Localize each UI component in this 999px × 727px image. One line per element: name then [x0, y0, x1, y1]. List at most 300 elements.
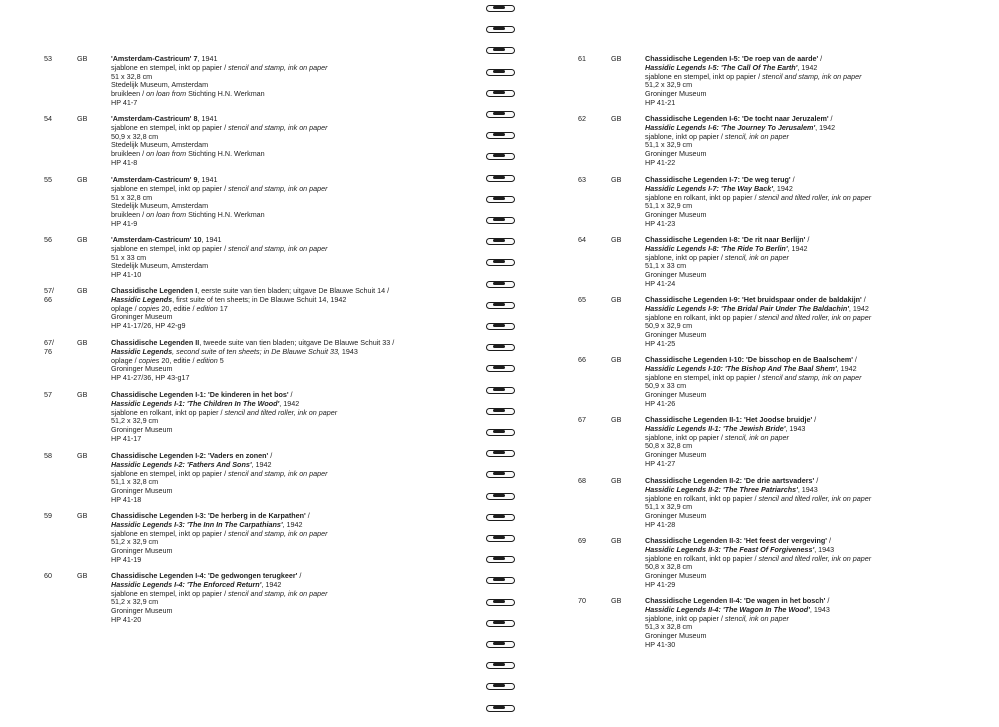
entry-detail-part: 51,2 x 32,9 cm [111, 597, 159, 607]
entry-detail-line [645, 331, 955, 340]
entry-detail-line [645, 340, 955, 349]
entry-detail-line [111, 90, 421, 99]
entry-text [111, 339, 421, 383]
catalog-number: 57 [44, 390, 52, 399]
entry-detail-part: Groninger Museum [645, 149, 707, 158]
entry-detail-part: 51,2 x 32,9 cm [111, 537, 159, 547]
entry-detail-part: Groninger Museum [111, 364, 173, 374]
entry-detail-line [111, 487, 421, 496]
entry-detail-part: copies [138, 355, 160, 365]
entry-detail-line [111, 245, 421, 254]
entry-detail-part: Hassidic Legends I-4: 'The Enforced Return' [111, 579, 262, 589]
entry-title: Chassidische Legenden I-10: 'De bisschop en de Baalschem' [645, 355, 853, 364]
binding-coil [484, 492, 516, 500]
entry-detail-part: Groninger Museum [645, 330, 707, 339]
entry-detail-part: sjablone, inkt op papier / [645, 131, 725, 141]
entry-text [645, 115, 955, 168]
entry-detail-part: HP 41-21 [645, 97, 676, 107]
binding-coil [484, 682, 516, 690]
entry-detail-part: sjablone, inkt op papier / [645, 613, 725, 623]
entry-detail-line [645, 400, 955, 409]
entry-detail-line [645, 271, 955, 280]
entry-detail-part: stencil and stamp, ink on paper [762, 71, 862, 81]
technique-code: GB [77, 571, 88, 580]
entry-detail-part: Hassidic Legends II-2: 'The Three Patriarchs' [645, 484, 798, 494]
entry-detail-line [111, 150, 421, 159]
entry-detail-line [111, 262, 421, 271]
entry-detail-part: stencil, ink on paper [724, 613, 789, 623]
entry-detail-part: , 1943 [814, 544, 835, 554]
entry-detail-part: Hassidic Legends [111, 346, 173, 356]
punch-hole [493, 600, 505, 603]
entry-detail-part: Stedelijk Museum, Amsterdam [111, 201, 209, 211]
entry-title-rest: , eerste suite van tien bladen; uitgave De Blauwe Schuit 14 / [197, 286, 390, 295]
entry-detail-part: sjablone, inkt op papier / [645, 432, 725, 442]
binding-coil [484, 343, 516, 351]
entry-detail-part: stencil and stamp, ink on paper [228, 62, 328, 72]
entry-text [111, 176, 421, 229]
entry-detail-part: HP 41-20 [111, 614, 142, 624]
punch-hole [493, 6, 505, 9]
entry-detail-part: 51,2 x 32,9 cm [645, 80, 693, 90]
catalog-number: 67 [578, 415, 586, 424]
entry-text [111, 236, 421, 280]
technique-code: GB [611, 476, 622, 485]
entry-detail-part: sjablone, inkt op papier / [645, 252, 725, 262]
entry-detail-part: , first suite of ten sheets; in De Blauwe Schuit 14, 1942 [172, 294, 347, 304]
entry-title-rest: / [790, 175, 795, 184]
catalog-number: 64 [578, 235, 586, 244]
entry-detail-part: 50,8 x 32,8 cm [645, 441, 693, 451]
punch-hole [493, 451, 505, 454]
punch-hole [493, 663, 505, 666]
catalog-number: 61 [578, 54, 586, 63]
entry-detail-part: Groninger Museum [645, 390, 707, 399]
punch-hole [493, 197, 505, 200]
technique-code: GB [77, 175, 88, 184]
binding-coil [484, 68, 516, 76]
entry-detail-part: Hassidic Legends I-6: 'The Journey To Jerusalem' [645, 122, 816, 132]
entry-detail-part: Groninger Museum [645, 511, 707, 520]
entry-title: Chassidische Legenden I-8: 'De rit naar Berlijn' [645, 235, 806, 244]
entry-text [645, 356, 955, 409]
entry-title: Chassidische Legenden I-5: 'De roep van de aarde' [645, 54, 819, 63]
entry-detail-part: Hassidic Legends II-4: 'The Wagon In The Wood' [645, 604, 810, 614]
entry-detail-part: Groninger Museum [111, 546, 173, 555]
entry-detail-part: HP 41-8 [111, 157, 138, 167]
catalog-number: 62 [578, 114, 586, 123]
entry-detail-line [111, 322, 421, 331]
technique-code: GB [611, 415, 622, 424]
entry-detail-part: Stichting H.N. Werkman [186, 89, 265, 98]
binding-coil [484, 449, 516, 457]
binding-coil [484, 322, 516, 330]
entry-detail-part: 51 x 32,8 cm [111, 192, 153, 202]
entry-title-rest: / [268, 451, 273, 460]
punch-hole [493, 642, 505, 645]
punch-hole [493, 684, 505, 687]
entry-detail-part: 50,9 x 32,9 cm [645, 321, 693, 331]
entry-detail-part: , 1942 [797, 62, 818, 72]
entry-title: Chassidische Legenden II-3: 'Het feest der vergeving' [645, 536, 827, 545]
entry-detail-part: sjablone en stempel, inkt op papier / [645, 372, 763, 382]
entry-detail-part: HP 41-25 [645, 338, 676, 348]
entry-detail-part: 1943 [339, 346, 358, 356]
entry-text [645, 176, 955, 229]
entry-text [645, 537, 955, 590]
entry-detail-part: 51,1 x 32,9 cm [645, 140, 693, 150]
entry-detail-part: HP 41-22 [645, 157, 676, 167]
entry-title: 'Amsterdam-Castricum' 7 [111, 54, 198, 63]
entry-title: Chassidische Legenden I-7: 'De weg terug' [645, 175, 791, 184]
entry-title-rest: , 1941 [197, 54, 218, 63]
entry-detail-part: 51 x 33 cm [111, 252, 147, 262]
binding-coil [484, 704, 516, 712]
entry-detail-part: HP 41-9 [111, 218, 138, 228]
punch-hole [493, 472, 505, 475]
entry-title: 'Amsterdam-Castricum' 9 [111, 175, 198, 184]
entry-detail-part: stencil and stamp, ink on paper [228, 468, 328, 478]
entry-detail-part: HP 41-28 [645, 519, 676, 529]
entry-text [111, 512, 421, 565]
binding-coil [484, 513, 516, 521]
entry-detail-part: on loan from [146, 89, 187, 98]
entry-detail-line [645, 451, 955, 460]
entry-detail-part: , 1942 [261, 579, 282, 589]
binding-coil [484, 89, 516, 97]
spiral-binding [484, 0, 516, 727]
entry-detail-part: Hassidic Legends I-3: 'The Inn In The Carpathians' [111, 519, 283, 529]
entry-detail-line [645, 572, 955, 581]
entry-text [645, 416, 955, 469]
entry-detail-part: Hassidic Legends I-8: 'The Ride To Berlin' [645, 243, 788, 253]
punch-hole [493, 27, 505, 30]
entry-title-rest: / [818, 54, 823, 63]
binding-coil [484, 364, 516, 372]
entry-detail-part: sjablone en stempel, inkt op papier / [645, 71, 763, 81]
binding-coil [484, 280, 516, 288]
entry-title: Chassidische Legenden I-9: 'Het bruidspaar onder de baldakijn' [645, 295, 862, 304]
technique-code: GB [77, 451, 88, 460]
entry-detail-line [645, 150, 955, 159]
entry-detail-line [111, 616, 421, 625]
binding-coil [484, 174, 516, 182]
punch-hole [493, 70, 505, 73]
catalog-number: 65 [578, 295, 586, 304]
entry-detail-part: stencil and stamp, ink on paper [762, 372, 862, 382]
binding-coil [484, 619, 516, 627]
entry-detail-line [111, 426, 421, 435]
entry-detail-part: sjablone en stempel, inkt op papier / [111, 588, 229, 598]
entry-title-rest: / [826, 536, 831, 545]
entry-detail-part: Groninger Museum [645, 450, 707, 459]
entry-detail-line [645, 581, 955, 590]
binding-coil [484, 534, 516, 542]
entry-detail-part: 51,1 x 32,9 cm [645, 201, 693, 211]
entry-detail-part: sjablone en rolkant, inkt op papier / [645, 493, 759, 503]
entry-detail-part: , 1942 [282, 519, 303, 529]
entry-detail-part: stencil and tilted roller, ink on paper [758, 553, 872, 563]
entry-text [111, 452, 421, 505]
entry-detail-part: sjablone en rolkant, inkt op papier / [645, 192, 759, 202]
binding-coil [484, 386, 516, 394]
entry-title: 'Amsterdam-Castricum' 8 [111, 114, 198, 123]
punch-hole [493, 324, 505, 327]
entry-detail-part: 51 x 32,8 cm [111, 71, 153, 81]
catalog-number: 66 [578, 355, 586, 364]
punch-hole [493, 366, 505, 369]
entry-detail-part: , 1942 [772, 183, 793, 193]
entry-detail-line [645, 280, 955, 289]
entry-detail-part: on loan from [146, 210, 187, 219]
entry-title-rest: / [825, 596, 830, 605]
entry-detail-part: bruikleen / [111, 89, 147, 98]
punch-hole [493, 91, 505, 94]
entry-detail-part: sjablone en stempel, inkt op papier / [111, 122, 229, 132]
binding-coil [484, 576, 516, 584]
entry-detail-line [645, 211, 955, 220]
entry-detail-part: Groninger Museum [645, 631, 707, 640]
catalog-number: 57/ 66 [44, 286, 54, 304]
entry-detail-part: 17 [217, 303, 228, 313]
entry-title-rest: / [305, 511, 310, 520]
binding-coil [484, 237, 516, 245]
binding-coil [484, 25, 516, 33]
entry-detail-part: oplage / [111, 303, 139, 313]
entry-title: Chassidische Legenden I-3: 'De herberg in de Karpathen' [111, 511, 306, 520]
binding-coil [484, 152, 516, 160]
binding-coil [484, 407, 516, 415]
entry-detail-part: Groninger Museum [645, 270, 707, 279]
catalog-number: 59 [44, 511, 52, 520]
punch-hole [493, 621, 505, 624]
technique-code: GB [77, 511, 88, 520]
entry-text [111, 391, 421, 444]
entry-detail-part: stencil and stamp, ink on paper [228, 528, 328, 538]
punch-hole [493, 239, 505, 242]
entry-detail-part: Groninger Museum [111, 425, 173, 434]
entry-text [645, 477, 955, 530]
entry-title-rest: / [805, 235, 810, 244]
catalog-number: 58 [44, 451, 52, 460]
binding-coil [484, 131, 516, 139]
entry-detail-part: Stedelijk Museum, Amsterdam [111, 261, 209, 271]
catalog-number: 67/ 76 [44, 338, 54, 356]
entry-detail-line [645, 460, 955, 469]
entry-detail-line [111, 220, 421, 229]
technique-code: GB [77, 390, 88, 399]
entry-detail-part: Groninger Museum [111, 312, 173, 322]
entry-detail-part: stencil and stamp, ink on paper [228, 243, 328, 253]
entry-detail-line [645, 374, 955, 383]
entry-detail-part: HP 41-27 [645, 458, 676, 468]
technique-code: GB [611, 175, 622, 184]
entry-detail-part: Hassidic Legends I-1: 'The Children In The Wood' [111, 398, 280, 408]
entry-detail-part: HP 41-17/26, HP 42-g9 [111, 321, 186, 330]
entry-title: Chassidische Legenden II-1: 'Het Joodse bruidje' [645, 415, 813, 424]
punch-hole [493, 345, 505, 348]
entry-detail-part: sjablone en stempel, inkt op papier / [111, 468, 229, 478]
entry-title: Chassidische Legenden II-4: 'De wagen in het bosch' [645, 596, 826, 605]
entry-detail-line [645, 391, 955, 400]
entry-text [111, 572, 421, 625]
punch-hole [493, 112, 505, 115]
entry-detail-part: sjablone en stempel, inkt op papier / [111, 528, 229, 538]
entry-detail-part: stencil, ink on paper [724, 432, 789, 442]
catalog-number: 60 [44, 571, 52, 580]
entry-detail-part: edition [196, 355, 218, 365]
entry-detail-part: 51,1 x 33 cm [645, 261, 687, 271]
punch-hole [493, 260, 505, 263]
entry-detail-line [645, 99, 955, 108]
entry-detail-part: sjablone en rolkant, inkt op papier / [111, 407, 225, 417]
entry-detail-part: HP 41-23 [645, 218, 676, 228]
technique-code: GB [611, 114, 622, 123]
entry-detail-line [111, 185, 421, 194]
technique-code: GB [611, 355, 622, 364]
binding-coil [484, 640, 516, 648]
entry-text [645, 55, 955, 108]
entry-detail-line [645, 220, 955, 229]
technique-code: GB [611, 596, 622, 605]
entry-title: Chassidische Legenden I-4: 'De gedwongen terugkeer' [111, 571, 298, 580]
entry-detail-part: , 1943 [797, 484, 818, 494]
entry-text [645, 296, 955, 349]
entry-detail-part: , 1942 [815, 122, 836, 132]
technique-code: GB [611, 235, 622, 244]
entry-detail-part: , 1942 [251, 459, 272, 469]
technique-code: GB [77, 286, 88, 295]
entry-detail-part: , 1943 [785, 423, 806, 433]
entry-text [111, 55, 421, 108]
entry-title-rest: , tweede suite van tien bladen; uitgave De Blauwe Schuit 33 / [199, 338, 395, 347]
binding-coil [484, 195, 516, 203]
entry-detail-part: HP 41-29 [645, 579, 676, 589]
technique-code: GB [611, 54, 622, 63]
entry-detail-part: 51,1 x 32,8 cm [111, 477, 159, 487]
entry-text [645, 597, 955, 650]
entry-detail-part: Hassidic Legends [111, 294, 173, 304]
entry-detail-part: edition [196, 303, 218, 313]
binding-coil [484, 216, 516, 224]
catalog-number: 69 [578, 536, 586, 545]
punch-hole [493, 176, 505, 179]
entry-detail-part: Hassidic Legends I-5: 'The Call Of The Earth' [645, 62, 798, 72]
entry-detail-part: Hassidic Legends I-10: 'The Bishop And The Baal Shem' [645, 363, 837, 373]
binding-coil [484, 598, 516, 606]
entry-detail-line [645, 90, 955, 99]
entry-title-rest: / [288, 390, 293, 399]
punch-hole [493, 303, 505, 306]
punch-hole [493, 430, 505, 433]
entry-detail-part: Groninger Museum [645, 89, 707, 98]
entry-detail-part: , 1942 [848, 303, 869, 313]
punch-hole [493, 536, 505, 539]
entry-title: Chassidische Legenden I-6: 'De tocht naar Jeruzalem' [645, 114, 829, 123]
technique-code: GB [77, 338, 88, 347]
entry-detail-part: stencil, ink on paper [724, 131, 789, 141]
entry-detail-line [111, 435, 421, 444]
entry-detail-part: sjablone en stempel, inkt op papier / [111, 62, 229, 72]
binding-coil [484, 4, 516, 12]
binding-coil [484, 301, 516, 309]
entry-title-rest: , 1941 [201, 235, 222, 244]
punch-hole [493, 282, 505, 285]
entry-detail-part: on loan from [146, 149, 187, 158]
entry-detail-part: Hassidic Legends I-9: 'The Bridal Pair Under The Baldachin' [645, 303, 849, 313]
entry-title: Chassidische Legenden I [111, 286, 198, 295]
entry-detail-line [645, 641, 955, 650]
entry-title: 'Amsterdam-Castricum' 10 [111, 235, 202, 244]
entry-detail-part: Stedelijk Museum, Amsterdam [111, 80, 209, 90]
entry-title-rest: / [828, 114, 833, 123]
entry-detail-line [645, 632, 955, 641]
entry-detail-part: 20, editie / [159, 303, 197, 313]
entry-detail-part: Hassidic Legends I-2: 'Fathers And Sons' [111, 459, 252, 469]
entry-detail-part: Stichting H.N. Werkman [186, 149, 265, 158]
punch-hole [493, 388, 505, 391]
entry-detail-part: 5 [217, 355, 224, 365]
entry-title: Chassidische Legenden II [111, 338, 200, 347]
entry-detail-line [111, 374, 421, 383]
entry-title: Chassidische Legenden I-2: 'Vaders en zonen' [111, 451, 269, 460]
entry-detail-part: oplage / [111, 355, 139, 365]
entry-detail-part: stencil and tilted roller, ink on paper [758, 192, 872, 202]
entry-detail-line [111, 64, 421, 73]
punch-hole [493, 154, 505, 157]
punch-hole [493, 557, 505, 560]
entry-detail-part: HP 41-24 [645, 278, 676, 288]
entry-detail-part: Hassidic Legends II-3: 'The Feast Of Forgiveness' [645, 544, 815, 554]
entry-detail-part: HP 41-19 [111, 554, 142, 564]
entry-detail-part: Groninger Museum [111, 606, 173, 615]
entry-detail-part: sjablone en stempel, inkt op papier / [111, 243, 229, 253]
entry-detail-part: 50,9 x 32,8 cm [111, 131, 159, 141]
punch-hole [493, 578, 505, 581]
entry-detail-part: , second suite of ten sheets; in De Blauwe Schuit 33, [172, 346, 340, 356]
technique-code: GB [77, 54, 88, 63]
catalog-number: 63 [578, 175, 586, 184]
entry-title-rest: , 1941 [197, 114, 218, 123]
entry-detail-part: Groninger Museum [645, 210, 707, 219]
entry-detail-part: 50,8 x 32,8 cm [645, 562, 693, 572]
entry-detail-part: stencil, ink on paper [724, 252, 789, 262]
entry-title-rest: / [812, 415, 817, 424]
entry-detail-line [111, 607, 421, 616]
punch-hole [493, 133, 505, 136]
entry-detail-part: , 1942 [836, 363, 857, 373]
catalog-number: 55 [44, 175, 52, 184]
entry-detail-part: HP 41-17 [111, 433, 142, 443]
punch-hole [493, 48, 505, 51]
catalog-number: 70 [578, 596, 586, 605]
entry-detail-part: stencil and stamp, ink on paper [228, 183, 328, 193]
technique-code: GB [611, 295, 622, 304]
binding-coil [484, 470, 516, 478]
entry-detail-part: stencil and tilted roller, ink on paper [758, 493, 872, 503]
entry-text [111, 287, 421, 331]
entry-detail-part: Hassidic Legends II-1: 'The Jewish Bride' [645, 423, 786, 433]
technique-code: GB [77, 114, 88, 123]
catalog-number: 68 [578, 476, 586, 485]
entry-detail-part: 50,9 x 33 cm [645, 381, 687, 391]
entry-detail-line [111, 99, 421, 108]
entry-detail-line [111, 496, 421, 505]
entry-title-rest: , 1941 [197, 175, 218, 184]
entry-detail-part: stencil and tilted roller, ink on paper [224, 407, 338, 417]
entry-detail-part: copies [138, 303, 160, 313]
entry-detail-line [111, 556, 421, 565]
